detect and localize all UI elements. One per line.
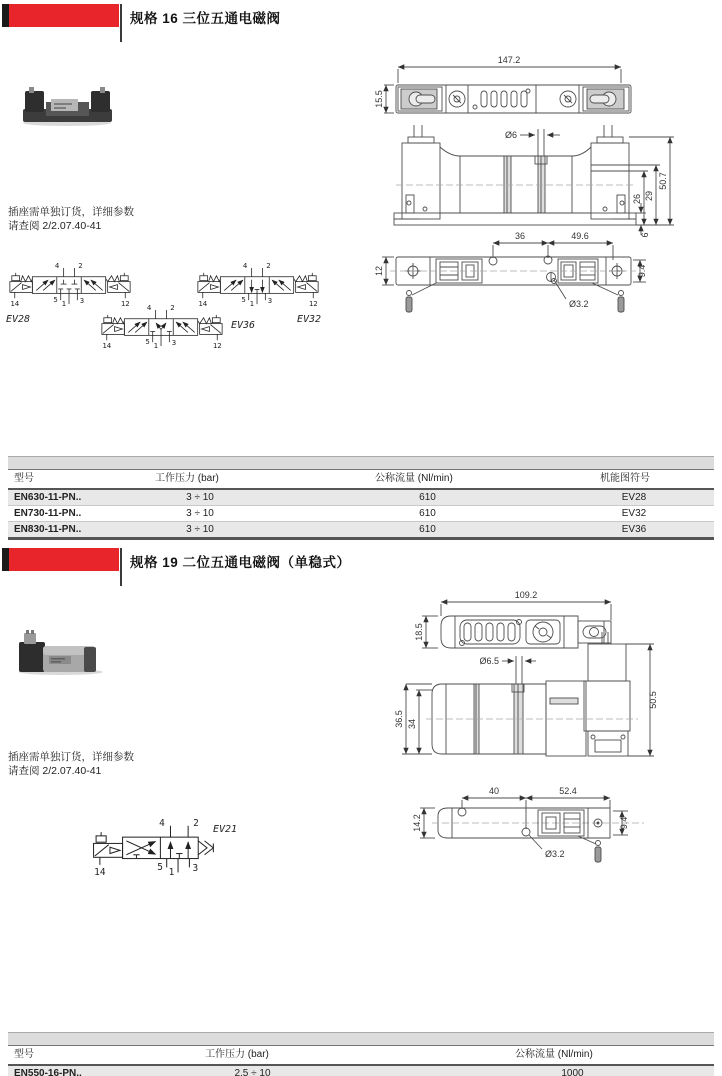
section1-black-tab — [2, 4, 9, 27]
note-line2: 请查阅 2/2.07.40-41 — [8, 765, 102, 777]
svg-text:12: 12 — [120, 299, 130, 309]
svg-text:5: 5 — [241, 295, 246, 305]
model-number: EN730-11-PN.. — [14, 508, 82, 519]
svg-text:49.6: 49.6 — [571, 231, 589, 241]
table-top-band — [8, 1032, 714, 1046]
col-header-symbol: 机能图符号 — [600, 473, 650, 484]
svg-text:14: 14 — [102, 341, 112, 351]
svg-text:40: 40 — [488, 786, 500, 796]
svg-text:14: 14 — [198, 299, 208, 309]
svg-text:147.2: 147.2 — [497, 55, 521, 65]
flow-value: 610 — [419, 508, 436, 519]
spec19-table — [8, 1032, 714, 1076]
ordering-note-spec19 — [8, 750, 134, 778]
svg-text:4: 4 — [159, 817, 165, 829]
dimension-drawing-spec19 — [394, 586, 720, 886]
pneumatic-symbol-ev36 — [96, 304, 228, 355]
svg-text:12: 12 — [212, 341, 222, 351]
svg-text:50.5: 50.5 — [648, 691, 658, 709]
symbol-ref: EV36 — [621, 524, 647, 535]
svg-text:2: 2 — [266, 260, 271, 270]
svg-text:5: 5 — [157, 861, 163, 873]
svg-text:4: 4 — [146, 302, 152, 312]
symbol-ref: EV28 — [621, 492, 647, 503]
col-header-flow: 公称流量 (Nl/min) — [375, 473, 453, 484]
svg-text:4: 4 — [242, 260, 248, 270]
svg-text:1: 1 — [249, 299, 255, 309]
svg-text:3: 3 — [267, 296, 273, 306]
svg-text:1: 1 — [153, 341, 159, 351]
svg-text:2: 2 — [193, 817, 199, 829]
svg-text:50.7: 50.7 — [658, 172, 668, 190]
svg-text:Ø3.2: Ø3.2 — [569, 299, 589, 309]
svg-text:36: 36 — [514, 231, 526, 241]
pressure-value: 2.5 ÷ 10 — [234, 1068, 271, 1076]
ordering-note-spec16 — [8, 205, 134, 233]
col-header-model: 型号 — [14, 473, 34, 484]
section2-red-block — [9, 548, 119, 571]
svg-text:18.5: 18.5 — [414, 623, 424, 641]
model-number: EN550-16-PN.. — [14, 1068, 82, 1076]
col-header-model: 型号 — [14, 1049, 34, 1060]
svg-text:9.4: 9.4 — [619, 816, 629, 830]
svg-text:5: 5 — [53, 295, 58, 305]
svg-text:34: 34 — [407, 718, 417, 730]
model-number: EN830-11-PN.. — [14, 524, 82, 535]
symbol-label-ev36: EV36 — [231, 320, 256, 331]
svg-text:14.2: 14.2 — [412, 814, 422, 832]
svg-text:109.2: 109.2 — [514, 590, 538, 600]
section2-black-tab — [2, 548, 9, 571]
svg-text:36.5: 36.5 — [394, 710, 404, 728]
spec16-table — [8, 456, 714, 540]
svg-text:2: 2 — [78, 260, 83, 270]
table-row — [8, 522, 714, 540]
svg-text:5: 5 — [145, 337, 150, 347]
svg-text:9.4: 9.4 — [637, 264, 647, 278]
pressure-value: 3 ÷ 10 — [186, 492, 214, 503]
col-header-flow: 公称流量 (Nl/min) — [515, 1049, 593, 1060]
section1-header-divider — [120, 4, 122, 42]
svg-text:14: 14 — [94, 866, 106, 878]
table-header-row — [8, 1046, 714, 1066]
svg-text:52.4: 52.4 — [559, 786, 577, 796]
section2-title: 规格 19 二位五通电磁阀（单稳式） — [130, 555, 351, 570]
svg-text:2: 2 — [170, 302, 175, 312]
model-number: EN630-11-PN.. — [14, 492, 82, 503]
svg-text:29: 29 — [644, 190, 654, 202]
svg-text:3: 3 — [79, 296, 85, 306]
svg-text:15.5: 15.5 — [374, 90, 384, 108]
section1-title: 规格 16 三位五通电磁阀 — [130, 11, 281, 26]
pneumatic-symbol-ev21 — [86, 818, 231, 884]
flow-value: 610 — [419, 492, 436, 503]
svg-text:Ø6: Ø6 — [504, 130, 517, 140]
flow-value: 1000 — [561, 1068, 584, 1076]
svg-text:4: 4 — [54, 260, 60, 270]
table-row — [8, 1066, 714, 1076]
flow-value: 610 — [419, 524, 436, 535]
note-line2: 请查阅 2/2.07.40-41 — [8, 220, 102, 232]
svg-text:6: 6 — [640, 232, 650, 238]
svg-text:26: 26 — [632, 193, 642, 205]
svg-text:1: 1 — [168, 866, 175, 878]
product-photo-valve-spec19 — [16, 628, 106, 676]
symbol-label-ev21: EV21 — [213, 824, 238, 835]
pressure-value: 3 ÷ 10 — [186, 524, 214, 535]
pressure-value: 3 ÷ 10 — [186, 508, 214, 519]
section2-header-divider — [120, 548, 122, 586]
note-line1: 插座需单独订货，详细参数 — [8, 751, 134, 763]
col-header-pressure: 工作压力 (bar) — [155, 473, 219, 484]
table-row — [8, 490, 714, 506]
symbol-label-ev32: EV32 — [297, 314, 322, 325]
svg-text:12: 12 — [374, 265, 384, 277]
product-photo-valve-spec16 — [20, 82, 115, 127]
table-header-row — [8, 470, 714, 490]
svg-text:3: 3 — [192, 863, 199, 875]
dimension-drawing-spec16 — [374, 53, 720, 338]
table-row — [8, 506, 714, 522]
svg-text:Ø6.5: Ø6.5 — [479, 656, 499, 666]
col-header-pressure: 工作压力 (bar) — [205, 1049, 269, 1060]
svg-text:Ø3.2: Ø3.2 — [545, 849, 565, 859]
section1-red-block — [9, 4, 119, 27]
symbol-label-ev28: EV28 — [6, 314, 31, 325]
table-top-band — [8, 456, 714, 470]
symbol-ref: EV32 — [621, 508, 647, 519]
svg-text:14: 14 — [10, 299, 20, 309]
svg-text:12: 12 — [308, 299, 318, 309]
note-line1: 插座需单独订货，详细参数 — [8, 206, 134, 218]
svg-text:3: 3 — [171, 338, 177, 348]
svg-text:1: 1 — [61, 299, 67, 309]
